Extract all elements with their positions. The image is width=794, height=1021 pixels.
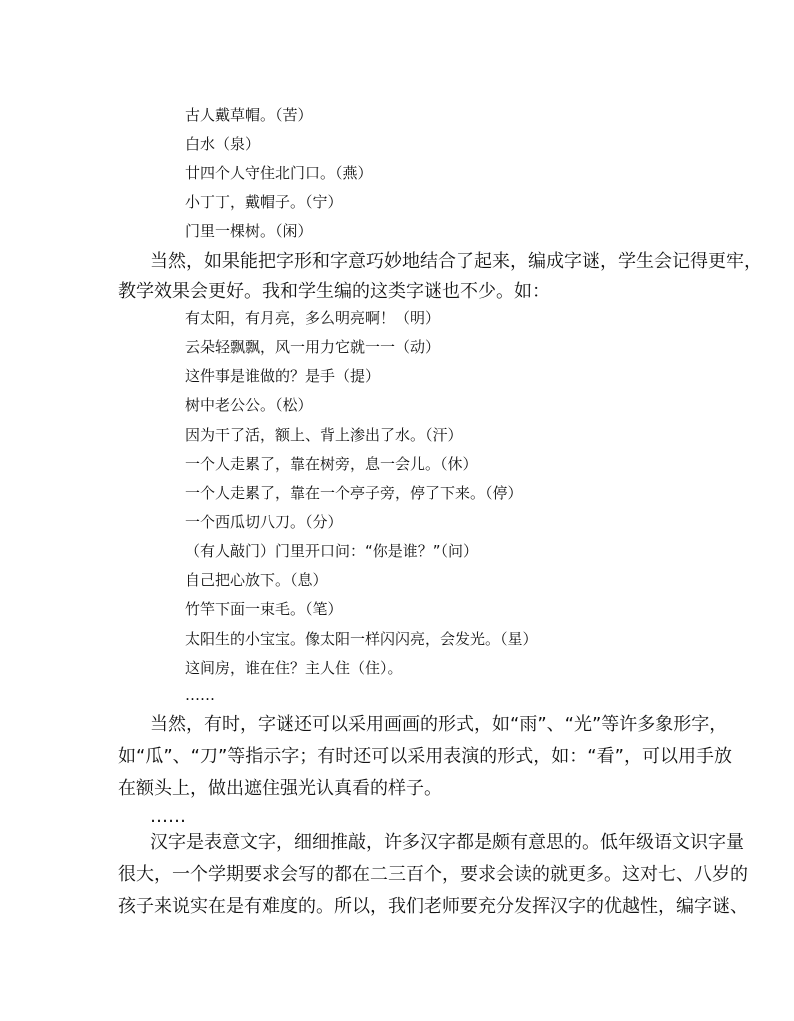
- riddle-line: 廿四个人守住北门口。（燕）: [185, 164, 373, 182]
- ellipsis: ……: [150, 806, 186, 827]
- riddle-line: 这间房，谁在住？主人住（住）。: [185, 659, 403, 677]
- riddle-line: 太阳生的小宝宝。像太阳一样闪闪亮，会发光。（星）: [185, 630, 538, 648]
- ellipsis: ……: [185, 686, 215, 704]
- paragraph-line: 在额头上，做出遮住强光认真看的样子。: [118, 778, 442, 799]
- paragraph-line: 教学效果会更好。我和学生编的这类字谜也不少。如：: [118, 281, 550, 302]
- riddle-line: 云朵轻飘飘，风一用力它就一一（动）: [185, 338, 441, 356]
- riddle-line: 白水（泉）: [185, 135, 261, 153]
- paragraph-line: 当然，有时，字谜还可以采用画画的形式，如“雨”、“光”等许多象形字，: [150, 714, 728, 735]
- riddle-line: 树中老公公。（松）: [185, 396, 313, 414]
- paragraph-line: 如“瓜”、“刀”等指示字；有时还可以采用表演的形式，如：“看”，可以用手放: [118, 746, 732, 767]
- riddle-line: 古人戴草帽。（苦）: [185, 106, 313, 124]
- riddle-line: （有人敲门）门里开口问：“你是谁？”（问）: [185, 542, 479, 560]
- riddle-line: 一个人走累了，靠在树旁，息一会儿。（休）: [185, 455, 478, 473]
- riddle-line: 一个西瓜切八刀。（分）: [185, 513, 343, 531]
- riddle-line: 自己把心放下。（息）: [185, 571, 328, 589]
- riddle-line: 小丁丁，戴帽子。（宁）: [185, 193, 343, 211]
- paragraph-line: 很大，一个学期要求会写的都在二三百个，要求会读的就更多。这对七、八岁的: [118, 864, 748, 885]
- riddle-line: 门里一棵树。（闲）: [185, 222, 313, 240]
- paragraph-line: 当然，如果能把字形和字意巧妙地结合了起来，编成字谜，学生会记得更牢，: [150, 251, 762, 272]
- paragraph-line: 汉字是表意文字，细细推敲，许多汉字都是颇有意思的。低年级语文识字量: [150, 832, 744, 853]
- riddle-line: 因为干了活，额上、背上渗出了水。（汗）: [185, 426, 463, 444]
- riddle-line: 这件事是谁做的？是手（提）: [185, 367, 381, 385]
- riddle-line: 竹竿下面一束毛。（笔）: [185, 600, 343, 618]
- paragraph-line: 孩子来说实在是有难度的。所以，我们老师要充分发挥汉字的优越性，编字谜、: [118, 896, 748, 917]
- riddle-line: 一个人走累了，靠在一个亭子旁，停了下来。（停）: [185, 484, 523, 502]
- riddle-line: 有太阳，有月亮，多么明亮啊！（明）: [185, 309, 441, 327]
